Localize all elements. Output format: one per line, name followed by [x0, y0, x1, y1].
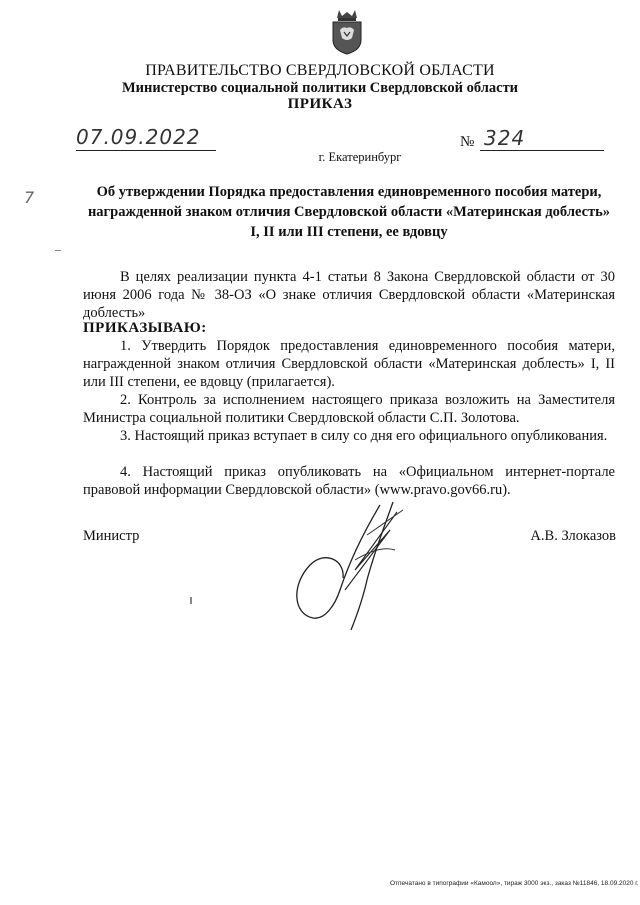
preamble: В целях реализации пункта 4-1 статьи 8 Закона Свердловской области от 30 июня 2006 года № 38-ОЗ «О знаке отличия Свердловской области «Материнская доблесть»: [83, 269, 615, 321]
margin-mark: 7: [24, 188, 35, 207]
city: г. Екатеринбург: [318, 150, 402, 164]
document-type: ПРИКАЗ: [287, 96, 353, 112]
coat-of-arms-icon: [329, 6, 365, 56]
order-item-2: 2. Контроль за исполнением настоящего приказа возложить на Заместителя Министра социальной политики Свердловской области С.П. Золотова.: [83, 392, 615, 426]
margin-tick: [55, 250, 61, 251]
signatory-position: Министр: [83, 528, 140, 544]
order-item-1: 1. Утвердить Порядок предоставления единовременного пособия матери, награжденной знаком отличия Свердловской области «Материнская доблесть» I, II или III степени, ее вдовцу (прилагается).: [83, 338, 615, 390]
printer-note: Отпечатано в типографии «Камоол», тираж 3000 экз., заказ №11846, 18.09.2020 г.: [390, 880, 639, 887]
order-word: ПРИКАЗЫВАЮ:: [83, 320, 207, 336]
order-date: 07.09.2022: [76, 125, 201, 149]
signatory-name: А.В. Злоказов: [530, 528, 616, 544]
order-item-3: 3. Настоящий приказ вступает в силу со дня его официального опубликования.: [120, 428, 608, 444]
order-number: 324: [484, 126, 526, 150]
ministry-name: Министерство социальной политики Свердловской области: [121, 80, 519, 96]
government-name: ПРАВИТЕЛЬСТВО СВЕРДЛОВСКОЙ ОБЛАСТИ: [145, 62, 495, 79]
order-item-4: 4. Настоящий приказ опубликовать на «Официальном интернет-портале правовой информации Свердловской области» (www.pravo.gov66.ru).: [83, 464, 615, 498]
document-title: Об утверждении Порядка предоставления единовременного пособия матери, награжденной знаком отличия Свердловской области «Материнская доблесть» I, II или III степени, ее вдовцу: [87, 184, 611, 240]
number-label: №: [460, 134, 475, 150]
scan-mark: [190, 597, 192, 604]
handwritten-signature-icon: [285, 490, 420, 640]
